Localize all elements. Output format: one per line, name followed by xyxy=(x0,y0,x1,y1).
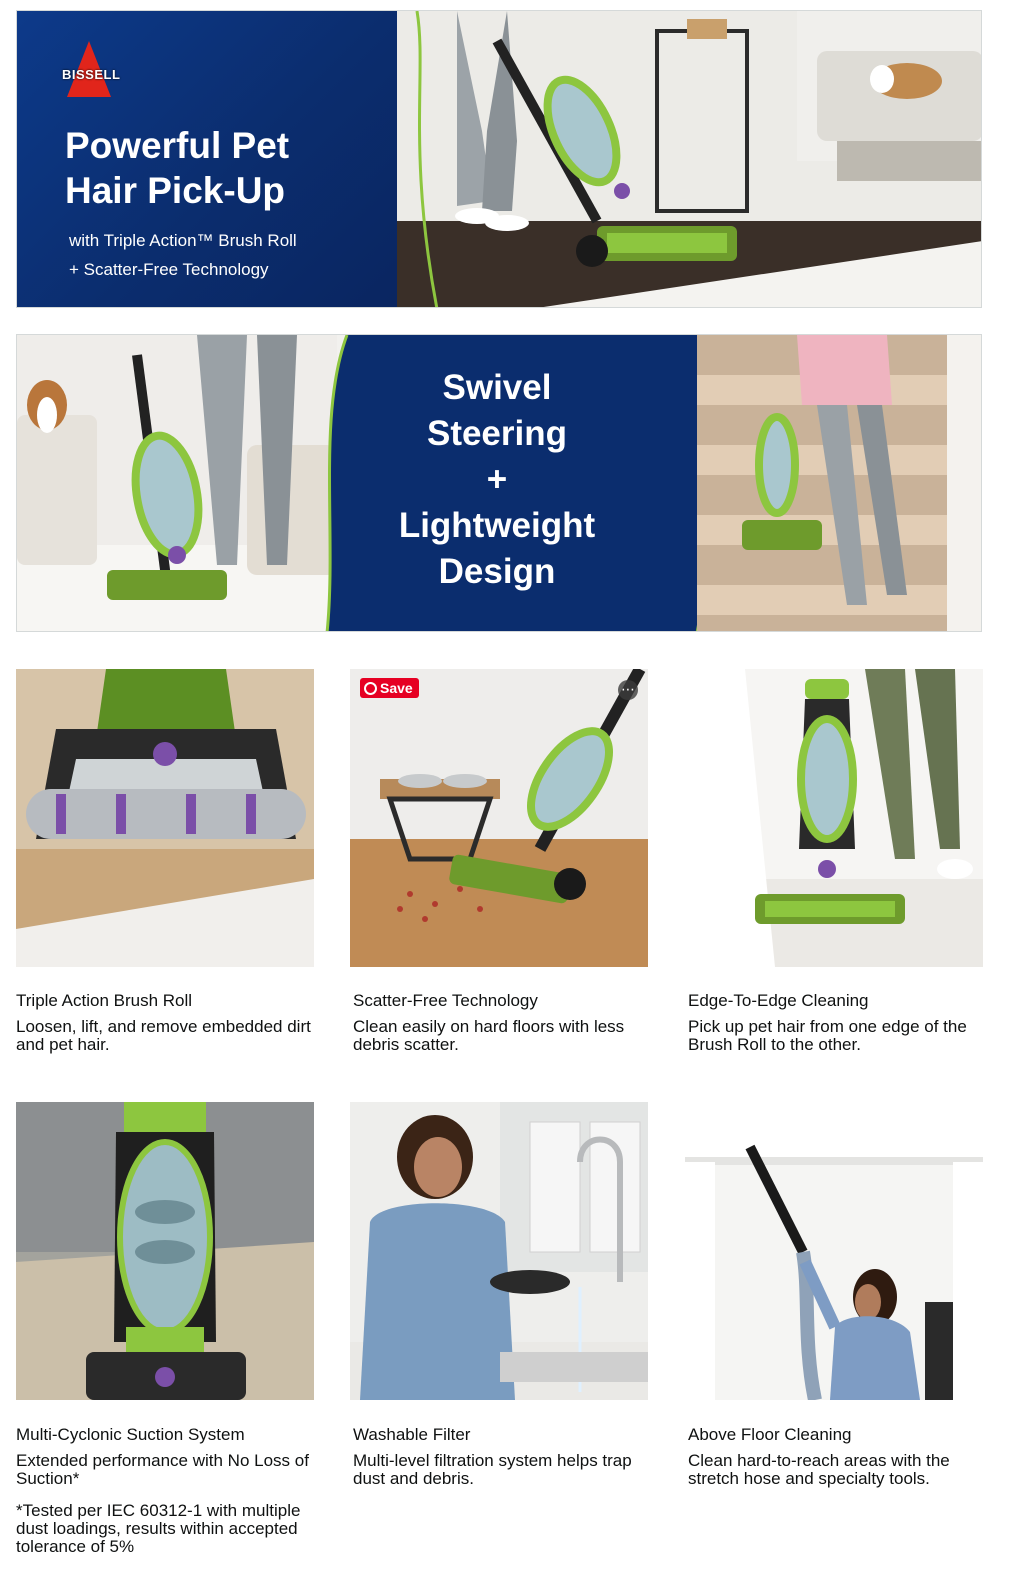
swivel-steering-banner xyxy=(16,334,982,632)
stairs-photo xyxy=(697,335,982,632)
swivel-title-line: Steering xyxy=(426,414,568,453)
feature-title: Triple Action Brush Roll xyxy=(16,991,193,1010)
cyclonic-suction-image xyxy=(16,1102,314,1400)
feature-body: Extended performance with No Loss of Suction* xyxy=(16,1451,309,1488)
brush-roll-image xyxy=(16,669,314,967)
feature-body: Multi-level filtration system helps trap dust and debris. xyxy=(353,1451,632,1488)
living-room-photo xyxy=(17,335,337,632)
hero-title xyxy=(65,123,385,213)
feature-title: Edge-To-Edge Cleaning xyxy=(688,991,869,1010)
hero-subtitle-line: + Scatter-Free Technology xyxy=(69,260,269,279)
edge-to-edge-image xyxy=(685,669,983,967)
swivel-title xyxy=(347,365,647,595)
feature-body: Clean hard-to-reach areas with the stretch hose and specialty tools. xyxy=(688,1451,950,1488)
brand-logo-text: BISSELL xyxy=(62,67,121,82)
suction-test-footnote: *Tested per IEC 60312-1 with multiple dust loadings, results within accepted tolerance of 5% xyxy=(16,1501,301,1556)
save-button-label: Save xyxy=(380,680,413,696)
feature-body: Clean easily on hard floors with less debris scatter. xyxy=(353,1017,625,1054)
hero-subtitle xyxy=(69,226,389,284)
pinterest-save-button[interactable] xyxy=(360,678,419,698)
feature-title: Above Floor Cleaning xyxy=(688,1425,852,1444)
hero-vacuum-photo xyxy=(397,11,982,308)
hero-title-line: Powerful Pet xyxy=(65,125,290,166)
hero-title-line: Hair Pick-Up xyxy=(65,170,286,211)
scatter-free-image xyxy=(350,669,648,967)
feature-title: Washable Filter xyxy=(353,1425,471,1444)
above-floor-cleaning-image xyxy=(685,1102,983,1400)
feature-body: Loosen, lift, and remove embedded dirt and pet hair. xyxy=(16,1017,311,1054)
swivel-title-line: Design xyxy=(438,552,556,591)
pinterest-icon xyxy=(364,682,377,695)
more-options-icon[interactable]: ⋯ xyxy=(618,680,638,700)
feature-body: Pick up pet hair from one edge of the Brush Roll to the other. xyxy=(688,1017,967,1054)
hero-banner-pet-hair xyxy=(16,10,982,308)
swivel-title-line: Swivel xyxy=(442,368,552,407)
hero-subtitle-line: with Triple Action™ Brush Roll xyxy=(69,231,297,250)
swivel-title-line: Lightweight xyxy=(398,506,596,545)
feature-title: Scatter-Free Technology xyxy=(353,991,538,1010)
swivel-title-line: + xyxy=(486,460,508,499)
feature-title: Multi-Cyclonic Suction System xyxy=(16,1425,245,1444)
washable-filter-image xyxy=(350,1102,648,1400)
